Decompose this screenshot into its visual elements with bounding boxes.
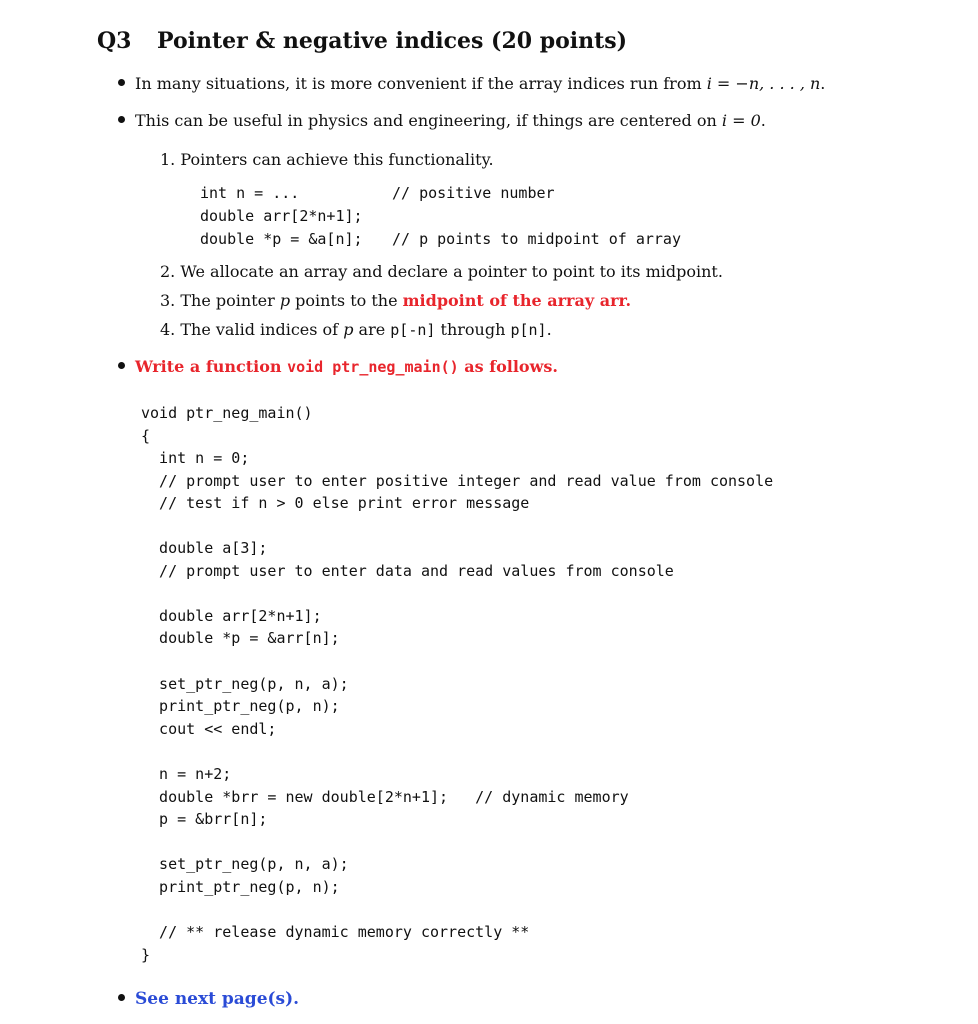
code-line: // prompt user to enter data and read values from console: [141, 562, 674, 580]
footer-bullet: [118, 989, 299, 1009]
question-title: Pointer & negative indices (20 points): [157, 28, 628, 54]
bullet-icon: [118, 116, 125, 123]
math-expression: i = −n, . . . , n: [706, 74, 821, 93]
step-2: 2. We allocate an array and declare a pointer to point to its midpoint.: [160, 262, 723, 281]
step-3: 3. The pointer p points to the midpoint of the array arr.: [160, 291, 632, 310]
code-line: int n = ...: [200, 184, 300, 202]
code-line: double *p = &a[n];: [200, 230, 363, 248]
math-expression: i = 0: [721, 111, 761, 130]
code-line: void ptr_neg_main(): [141, 404, 313, 422]
inline-code: p[-n]: [390, 321, 436, 339]
code-line: // test if n > 0 else print error message: [141, 494, 530, 512]
task-bullet: Write a function void ptr_neg_main() as follows.: [118, 357, 558, 376]
code-line: cout << endl;: [141, 720, 277, 738]
code-line: double arr[2*n+1];: [141, 607, 322, 625]
code-line: double a[3];: [141, 539, 268, 557]
code-line: set_ptr_neg(p, n, a);: [141, 855, 349, 873]
code-line: p = &brr[n];: [141, 810, 268, 828]
code-comment: // positive number: [392, 184, 555, 202]
code-line: }: [141, 946, 151, 964]
code-line: double *p = &arr[n];: [141, 629, 340, 647]
code-line: print_ptr_neg(p, n);: [141, 697, 340, 715]
highlight-text: midpoint of the array arr.: [402, 291, 632, 310]
step-4: 4. The valid indices of p are p[-n] through p[n].: [160, 320, 552, 339]
bullet-item: This can be useful in physics and engineering, if things are centered on i = 0.: [118, 111, 766, 130]
inline-code: p[n]: [510, 321, 547, 339]
see-next-page-text: See next page(s).: [135, 989, 300, 1009]
bullet-icon: [118, 994, 125, 1001]
code-comment: // p points to midpoint of array: [392, 230, 681, 248]
bullet-icon: [118, 362, 125, 369]
question-number: Q3: [97, 28, 132, 54]
code-line: {: [141, 427, 151, 445]
inline-code: void ptr_neg_main(): [287, 358, 459, 376]
code-line: double arr[2*n+1];: [200, 207, 363, 225]
code-line: print_ptr_neg(p, n);: [141, 878, 340, 896]
code-line: int n = 0;: [141, 449, 250, 467]
code-line: // prompt user to enter positive integer and read value from console: [141, 472, 774, 490]
step-1: 1. Pointers can achieve this functionality.: [160, 150, 494, 169]
bullet-item: In many situations, it is more convenient if the array indices run from i = −n, . . . , n.: [118, 74, 825, 93]
code-line: n = n+2;: [141, 765, 232, 783]
bullet-icon: [118, 79, 125, 86]
code-line: set_ptr_neg(p, n, a);: [141, 675, 349, 693]
code-line: // ** release dynamic memory correctly **: [141, 923, 530, 941]
code-line: double *brr = new double[2*n+1]; // dynamic memory: [141, 788, 629, 806]
question-heading: [97, 28, 627, 54]
